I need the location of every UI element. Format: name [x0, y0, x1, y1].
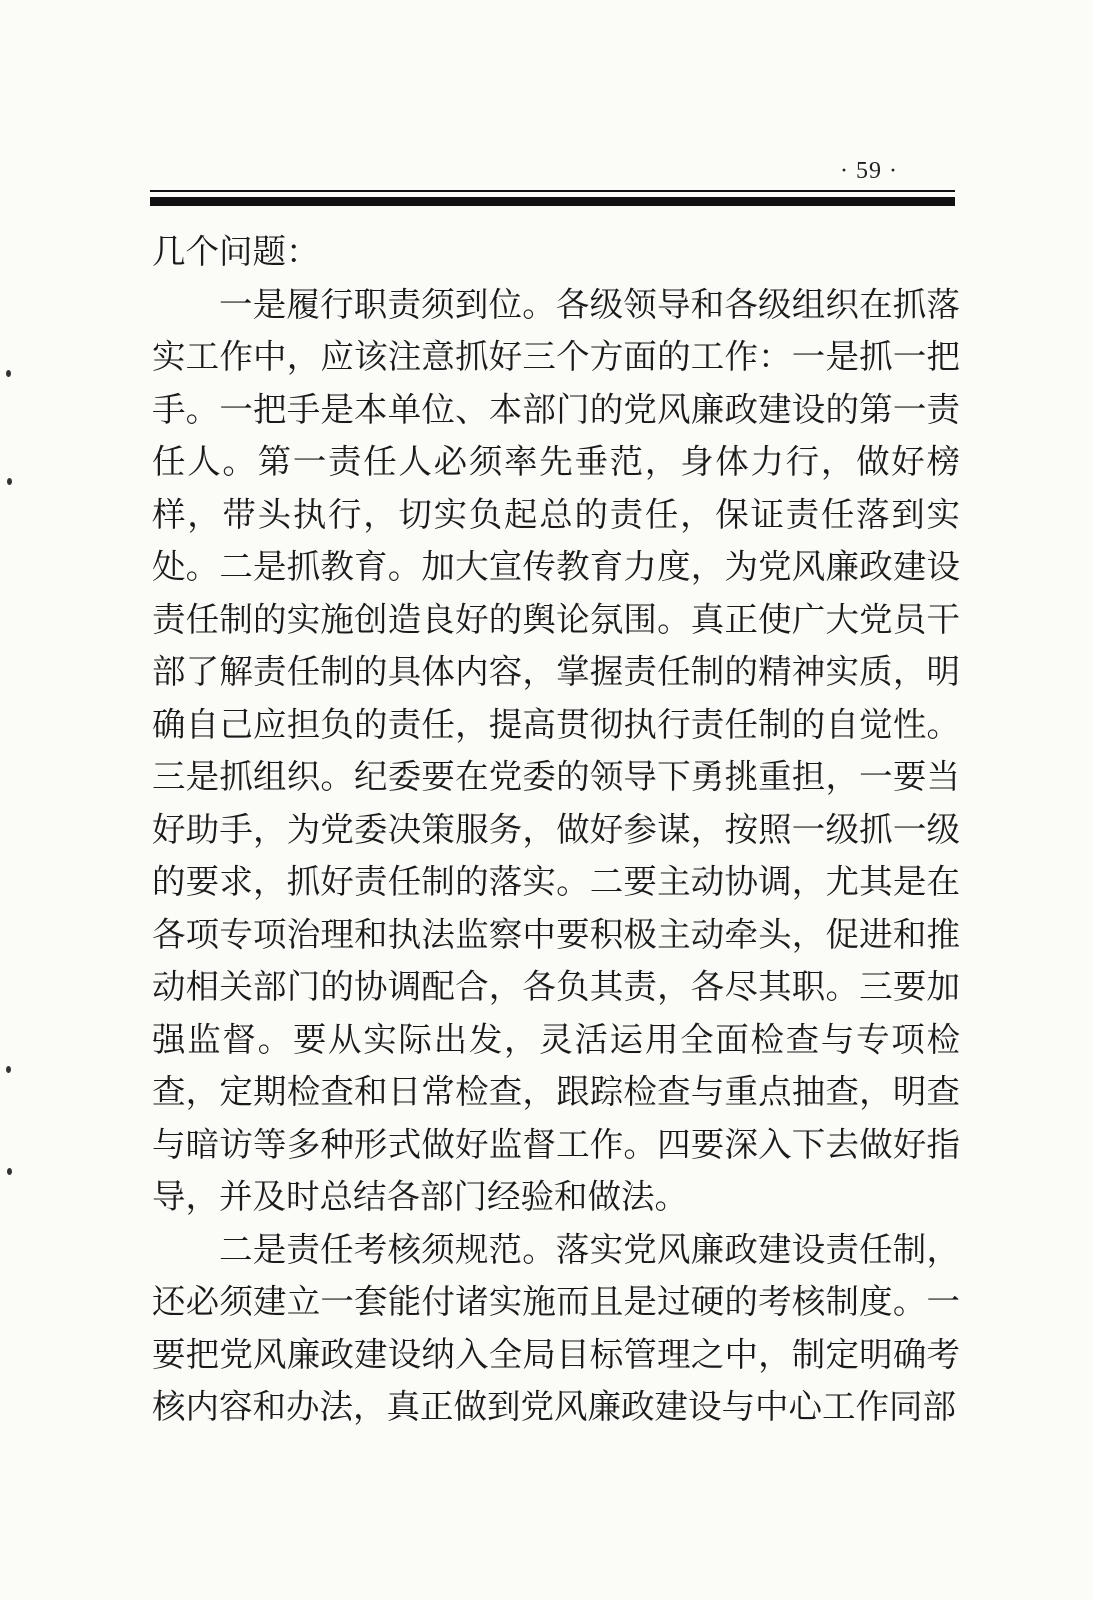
binding-hole-mark — [7, 478, 12, 485]
binding-hole-mark — [6, 1066, 11, 1073]
binding-hole-mark — [6, 370, 11, 377]
header-rule-thin — [150, 190, 955, 192]
paragraph-duty-fulfillment: 一是履行职责须到位。各级领导和各级组织在抓落实工作中，应该注意抓好三个方面的工作：一是抓一把手。一把手是本单位、本部门的党风廉政建设的第一责任人。第一责任人必须率先垂范，身体力行，做好榜样，带头执行，切实负起总的责任，保证责任落到实处。二是抓教育。加大宣传教育力度，为党风廉政建设责任制的实施创造良好的舆论氛围。真正使广大党员干部了解责任制的具体内容，掌握责任制的精神实质，明确自己应担负的责任，提高贯彻执行责任制的自觉性。三是抓组织。纪委要在党委的领导下勇挑重担，一要当好助手，为党委决策服务，做好参谋，按照一级抓一级的要求，抓好责任制的落实。二要主动协调，尤其是在各项专项治理和执法监察中要积极主动牵头，促进和推动相关部门的协调配合，各负其责，各尽其职。三要加强监督。要从实际出发，灵活运用全面检查与专项检查，定期检查和日常检查，跟踪检查与重点抽查，明查与暗访等多种形式做好监督工作。四要深入下去做好指导，并及时总结各部门经验和做法。 — [152, 284, 960, 1216]
page-number: · 59 · — [840, 158, 898, 184]
paragraph-responsibility-assessment: 二是责任考核须规范。落实党风廉政建设责任制，还必须建立一套能付诸实施而且是过硬的考核制度。一要把党风廉政建设纳入全局目标管理之中，制定明确考核内容和办法，真正做到党风廉政建设与中心工作同部 — [152, 1229, 960, 1426]
paragraph-continuation: 几个问题： — [152, 232, 320, 271]
header-rule-thick — [150, 197, 955, 206]
binding-hole-mark — [7, 1168, 12, 1175]
body-text — [152, 226, 960, 1434]
